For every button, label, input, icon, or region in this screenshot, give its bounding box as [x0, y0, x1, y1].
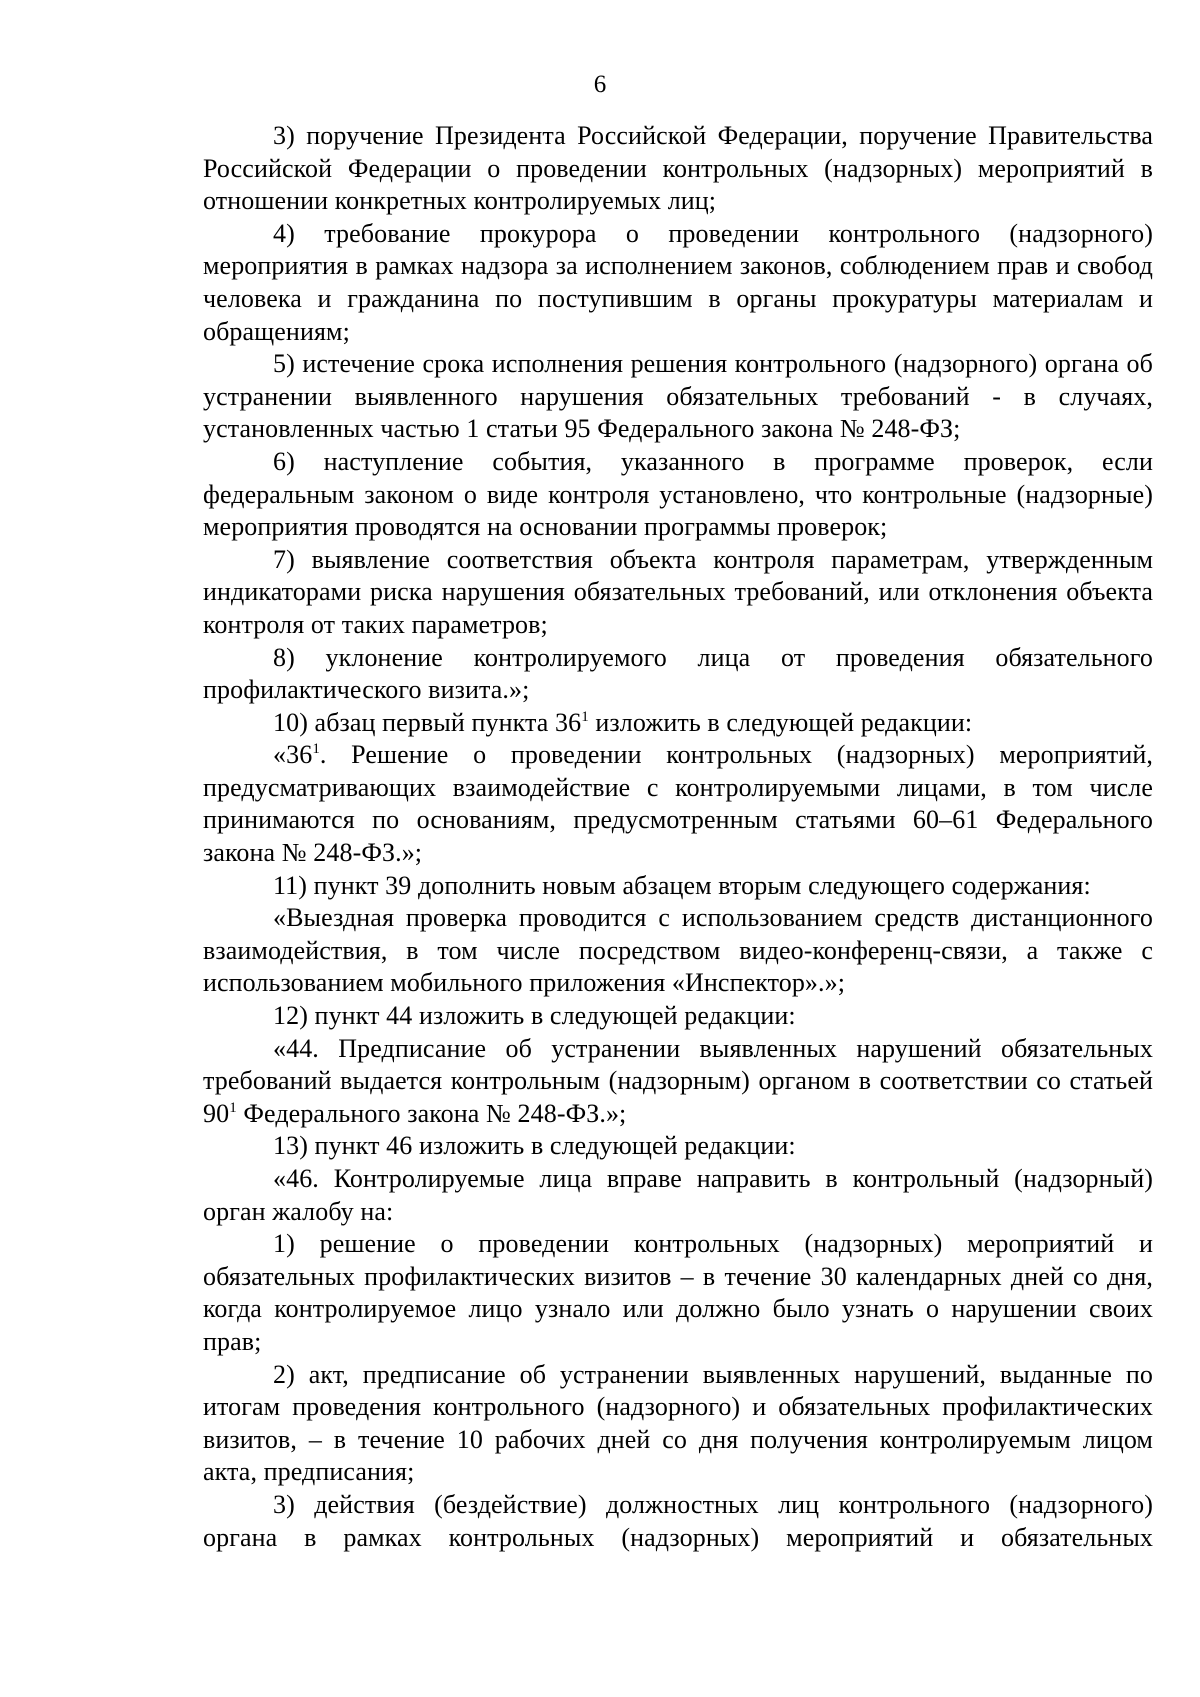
paragraph-quote-44	[203, 1033, 1153, 1131]
superscript: 1	[312, 741, 320, 758]
paragraph-complaint-act: 2) акт, предписание об устранении выявленных нарушений, выданные по итогам проведения контрольного (надзорного) и обязательных профилактических визитов, – в течение 10 рабочих дней со дня получения контролируемым лицом акта, предписания;	[203, 1359, 1153, 1487]
paragraph-event-occurrence: 6) наступление события, указанного в программе проверок, если федеральным законом о виде контроля установлено, что контрольные (надзорные) мероприятия проводятся на основании программы проверок;	[203, 446, 1153, 542]
paragraph-quote-46: «46. Контролируемые лица вправе направить в контрольный (надзорный) орган жалобу на:	[203, 1164, 1153, 1226]
paragraph-deadline-expiry: 5) истечение срока исполнения решения контрольного (надзорного) органа об устранении выявленного нарушения обязательных требований - в случаях, установленных частью 1 статьи 95 Федерального закона № 248-ФЗ;	[203, 349, 1153, 444]
text-segment: изложить в следующей редакции:	[588, 707, 973, 737]
text-segment: Федерального закона № 248-ФЗ.»;	[236, 1098, 627, 1128]
paragraph-amend-46: 13) пункт 46 изложить в следующей редакции:	[273, 1131, 796, 1161]
paragraph-presidential-order: 3) поручение Президента Российской Федерации, поручение Правительства Российской Федерации о проведении контрольных (надзорных) мероприятий в отношении конкретных контролируемых лиц;	[203, 121, 1153, 216]
superscript: 1	[229, 1099, 237, 1116]
paragraph-amend-361	[203, 707, 1153, 740]
paragraph-risk-indicators: 7) выявление соответствия объекта контроля параметрам, утвержденным индикаторами риска нарушения обязательных требований, или отклонения объекта контроля от таких параметров;	[203, 544, 1153, 639]
paragraph-quote-onsite-inspection: «Выездная проверка проводится с использованием средств дистанционного взаимодействия, в том числе посредством видео-конференц-связи, а также с использованием мобильного приложения «Инспектор».»;	[203, 903, 1153, 998]
text-segment: . Решение о проведении контрольных (надзорных) мероприятий, предусматривающих взаимодействие с контролируемыми лицами, в том числе принимаются по основаниям, предусмотренным статьями 60–61 Федерального закона № 248-ФЗ.»;	[203, 740, 1153, 868]
text-segment: «36	[273, 740, 313, 770]
paragraph-complaint-decision: 1) решение о проведении контрольных (надзорных) мероприятий и обязательных профилактических визитов – в течение 30 календарных дней со дня, когда контролируемое лицо узнало или должно было узнать о нарушении своих прав;	[203, 1229, 1153, 1356]
document-body	[203, 120, 1153, 1554]
paragraph-evasion: 8) уклонение контролируемого лица от проведения обязательного профилактического визита.»;	[203, 642, 1153, 705]
page-number: 6	[593, 71, 607, 98]
superscript: 1	[581, 708, 589, 725]
paragraph-amend-39: 11) пункт 39 дополнить новым абзацем вторым следующего содержания:	[273, 870, 1091, 900]
paragraph-prosecutor-demand: 4) требование прокурора о проведении контрольного (надзорного) мероприятия в рамках надзора за исполнением законов, соблюдением прав и свобод человека и гражданина по поступившим в органы прокуратуры материалам и обращениям;	[203, 218, 1153, 346]
paragraph-complaint-actions: 3) действия (бездействие) должностных лиц контрольного (надзорного) органа в рамках контрольных (надзорных) мероприятий и обязательных	[203, 1489, 1153, 1552]
text-segment: «44. Предписание об устранении выявленных нарушений обязательных требований выдается контрольным (надзорным) органом в соответствии со статьей 90	[203, 1033, 1153, 1128]
paragraph-amend-44: 12) пункт 44 изложить в следующей редакции:	[273, 1001, 796, 1031]
paragraph-quote-361	[203, 739, 1153, 869]
text-segment: 10) абзац первый пункта 36	[273, 707, 582, 737]
